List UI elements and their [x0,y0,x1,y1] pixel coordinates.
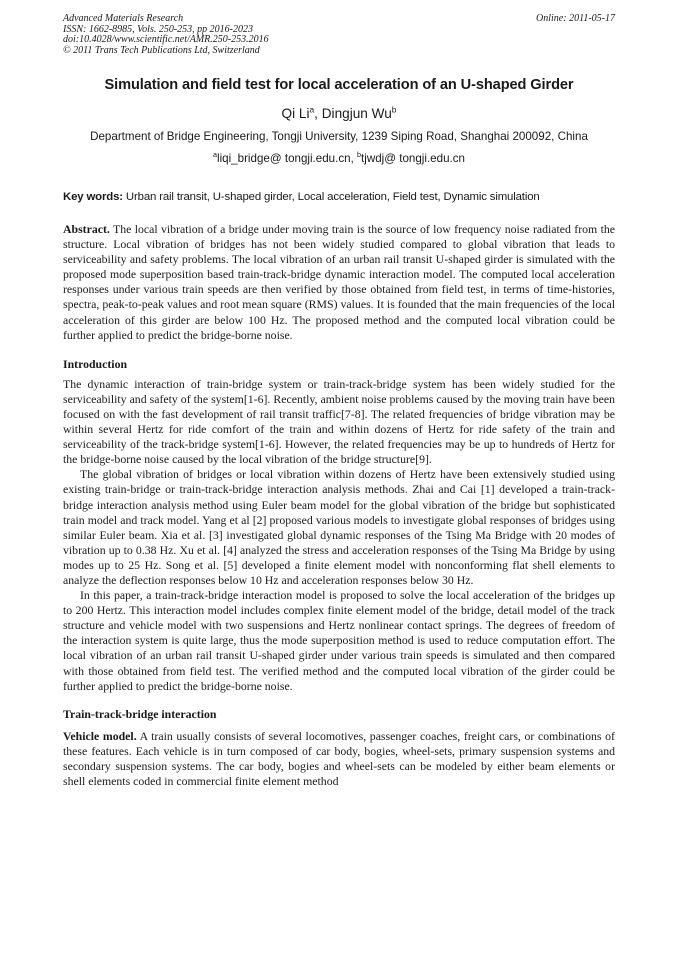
header-meta [63,14,615,56]
email-mark: a [213,150,217,160]
keywords [63,190,615,204]
intro-paragraph: The dynamic interaction of train-bridge system or train-track-bridge system has been widely studied for the serviceability and safety of the system[1-6]. Recently, ambient noise problems caused by the moving train have been focused on with the fast development of rail transit traffic[7-8]. The related frequencies of bridge vibration may be within several Hertz for ride comfort of the train and within dozens of Hertz for ride safety of the train and serviceability of the track-bridge system[1-6]. However, the related frequencies may be up to hundreds of Hertz for the bridge-borne noise caused by the local vibration of the bridge structure[9]. [63,376,615,467]
vehicle-model-text: A train usually consists of several locomotives, passenger coaches, freight cars, or combinations of these features. Each vehicle is in turn composed of car body, bogies, wheel-sets, primary suspension systems and secondary suspension systems. The car body, bogies and wheel-sets can be modeled by either beam elements or shell elements coded in commercial finite element method [63,728,615,788]
author-affil-mark: a [309,104,315,115]
email-address: tjwdj@ tongji.edu.cn [361,152,465,165]
abstract-label: Abstract. [63,222,110,236]
issn-line: ISSN: 1662-8985, Vols. 250-253, pp 2016-2023 [63,23,253,35]
online-date: Online: 2011-05-17 [536,13,615,24]
section-heading-train-track-bridge: Train-track-bridge interaction [63,706,217,721]
intro-paragraph: In this paper, a train-track-bridge interaction model is proposed to solve the local acceleration of the bridges up to 200 Hertz. This interaction model includes complex finite element model of the bridge, detail model of the track structure and vehicle model with two suspensions and Hertz nonlinear contact springs. The degrees of freedom of the interaction system is quite large, thus the mode superposition method is used to reduce computation effort. The local vibration of an urban rail transit U-shaped girder under various train speeds is simulated and then compared with those obtained from field test. The verified method and the computed local vibration of the girder could be further applied to predict the bridge-borne noise. [63,588,615,693]
copyright-line: © 2011 Trans Tech Publications Ltd, Switzerland [63,44,260,56]
paper-page [63,14,615,789]
publication-info [63,14,269,56]
author-name: Dingjun Wu [321,106,392,121]
abstract [63,222,615,343]
paper-title: Simulation and field test for local acceleration of an U-shaped Girder [104,77,574,93]
section-heading-introduction: Introduction [63,356,128,371]
author-separator: , [314,106,322,121]
affiliation: Department of Bridge Engineering, Tongji University, 1239 Siping Road, Shanghai 200092, China [90,130,588,143]
keywords-label: Key words: [63,191,123,203]
journal-name: Advanced Materials Research [63,13,184,24]
author-emails [63,152,615,166]
keywords-text: Urban rail transit, U-shaped girder, Local acceleration, Field test, Dynamic simulation [125,191,540,203]
email-mark: b [357,150,362,160]
author-list [63,106,615,122]
author-affil-mark: b [391,104,397,115]
author-name: Qi Li [281,106,310,121]
intro-paragraph: The global vibration of bridges or local vibration within dozens of Hertz have been extensively studied using existing train-bridge or train-track-bridge interaction analysis methods. Zhai and Cai [1] developed a train-track-bridge interaction analysis method using Euler beam model for the global vibration of the bridge but sophisticated train model and track model. Yang et al [2] proposed various models to investigate global responses of bridges using similar Euler beam. Xia et al. [3] investigated global dynamic responses of the Tsing Ma Bridge with 20 modes of vibration up to 0.38 Hz. Xu et al. [4] analyzed the stress and acceleration responses of the Tsing Ma Bridge by using modes up to 25 Hz. Song et al. [5] developed a finite element model with nonconforming flat shell elements to analyze the deflection responses below 10 Hz and acceleration responses below 30 Hz. [63,467,615,587]
doi-line: doi:10.4028/www.scientific.net/AMR.250-253.2016 [63,34,269,45]
vehicle-model-lead: Vehicle model. [63,728,137,743]
email-address: liqi_bridge@ tongji.edu.cn, [217,152,354,165]
vehicle-model-paragraph [63,729,615,789]
abstract-text: The local vibration of a bridge under moving train is the source of low frequency noise radiated from the structure. Local vibration of bridges has not been widely studied compared to global vibration that leads to serviceability and safety problems. The local vibration of an urban rail transit U-shaped girder is simulated with the proposed mode superposition based train-track-bridge dynamic interaction model. The computed local acceleration responses under various train speeds are then verified by those obtained from field test, in terms of time-histories, spectra, peak-to-peak values and root mean square (RMS) values. It is founded that the main frequencies of the local acceleration of this girder are below 100 Hz. The proposed method and the computed local vibration could be further applied to predict the bridge-borne noise. [63,222,615,342]
